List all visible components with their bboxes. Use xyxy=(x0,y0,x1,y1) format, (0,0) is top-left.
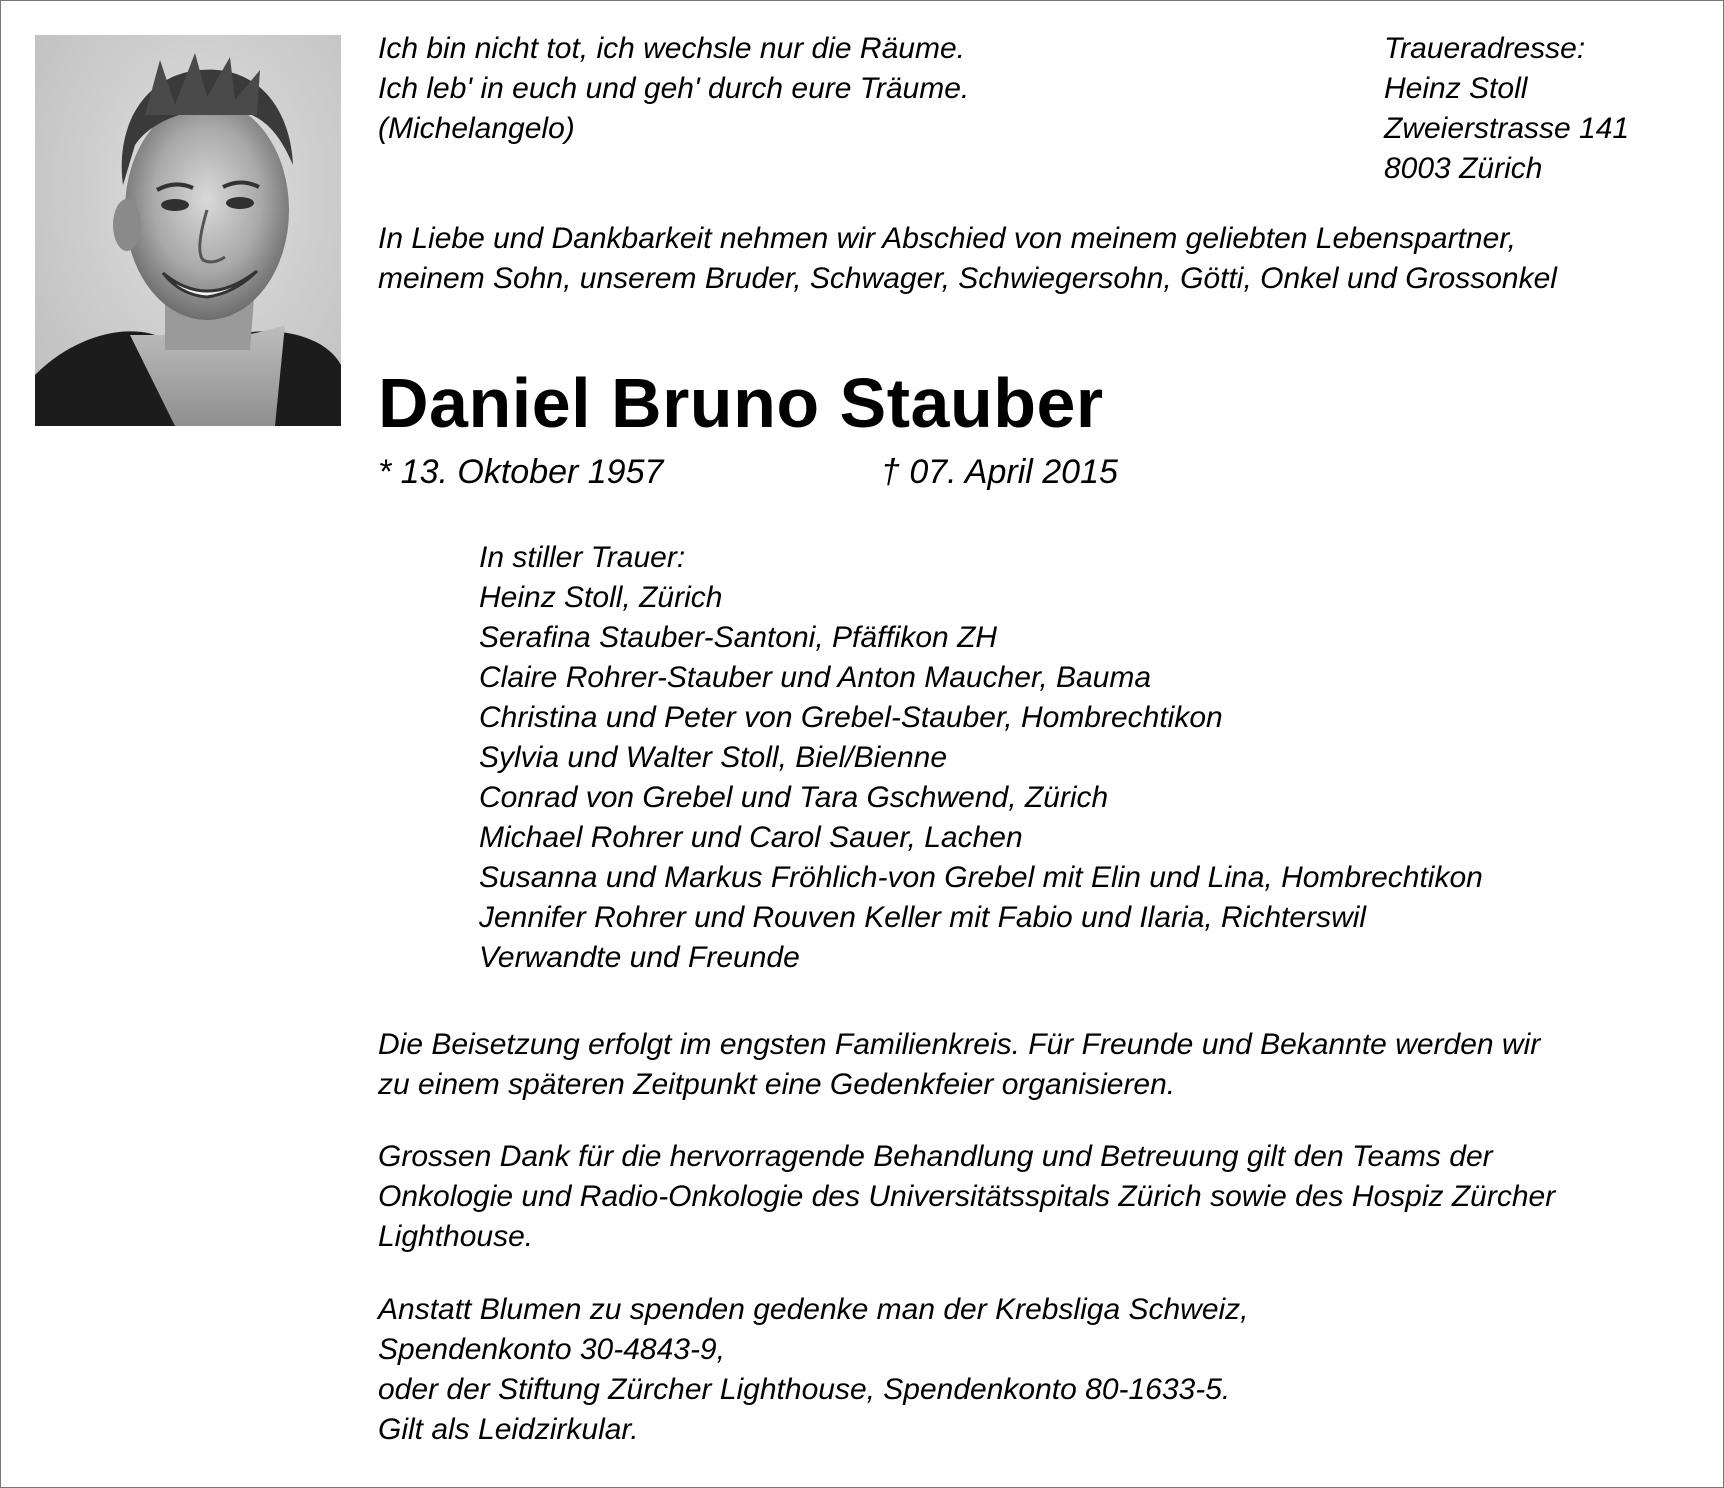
intro-text xyxy=(378,219,1708,299)
death-date: † 07. April 2015 xyxy=(881,453,1118,491)
donation-line: oder der Stiftung Zürcher Lighthouse, Spendenkonto 80-1633-5. xyxy=(378,1373,1231,1406)
address-line: Zweierstrasse 141 xyxy=(1384,112,1630,145)
funeral-line: zu einem späteren Zeitpunkt eine Gedenkfeier organisieren. xyxy=(378,1068,1176,1101)
deceased-name: Daniel Bruno Stauber xyxy=(378,364,1104,442)
address-heading: Traueradresse: xyxy=(1384,32,1586,65)
thanks-line: Onkologie und Radio-Onkologie des Universitätsspitals Zürich sowie des Hospiz Zürcher xyxy=(378,1180,1556,1213)
mourner-entry: Christina und Peter von Grebel-Stauber, Hombrechtikon xyxy=(479,701,1223,734)
mourner-entry: Verwandte und Freunde xyxy=(479,941,800,974)
mourner-entry: Claire Rohrer-Stauber und Anton Maucher, Bauma xyxy=(479,661,1152,694)
mourner-entry: Jennifer Rohrer und Rouven Keller mit Fabio und Ilaria, Richterswil xyxy=(479,901,1367,934)
mourner-entry: Serafina Stauber-Santoni, Pfäffikon ZH xyxy=(479,621,998,654)
mourner-entry: Michael Rohrer und Carol Sauer, Lachen xyxy=(479,821,1023,854)
mourner-entry: Heinz Stoll, Zürich xyxy=(479,581,723,614)
thanks-notice xyxy=(378,1137,1708,1257)
mourner-entry: Conrad von Grebel und Tara Gschwend, Zürich xyxy=(479,781,1109,814)
donation-line: Anstatt Blumen zu spenden gedenke man der Krebsliga Schweiz, xyxy=(378,1293,1249,1326)
quote-line: Ich leb' in euch und geh' durch eure Träume. xyxy=(378,72,970,105)
donation-line: Spendenkonto 30-4843-9, xyxy=(378,1333,725,1366)
donation-notice xyxy=(378,1290,1708,1450)
life-dates xyxy=(378,451,1278,493)
quote-line: Ich bin nicht tot, ich wechsle nur die Räume. xyxy=(378,32,965,65)
address-line: 8003 Zürich xyxy=(1384,152,1543,185)
mourners-heading: In stiller Trauer: xyxy=(479,541,686,574)
mourner-entry: Susanna und Markus Fröhlich-von Grebel mit Elin und Lina, Hombrechtikon xyxy=(479,861,1483,894)
address-line: Heinz Stoll xyxy=(1384,72,1528,105)
quote xyxy=(378,29,969,149)
mourners-list xyxy=(479,538,1483,978)
thanks-line: Grossen Dank für die hervorragende Behandlung und Betreuung gilt den Teams der xyxy=(378,1140,1493,1173)
birth-date: * 13. Oktober 1957 xyxy=(378,453,664,491)
donation-line: Gilt als Leidzirkular. xyxy=(378,1413,639,1446)
funeral-notice xyxy=(378,1025,1708,1105)
intro-line: meinem Sohn, unserem Bruder, Schwager, Schwiegersohn, Götti, Onkel und Grossonkel xyxy=(378,262,1557,295)
portrait-photo xyxy=(35,35,341,426)
mourning-address xyxy=(1384,29,1629,189)
quote-attribution: (Michelangelo) xyxy=(378,112,575,145)
mourner-entry: Sylvia und Walter Stoll, Biel/Bienne xyxy=(479,741,948,774)
funeral-line: Die Beisetzung erfolgt im engsten Familienkreis. Für Freunde und Bekannte werden wir xyxy=(378,1028,1541,1061)
thanks-line: Lighthouse. xyxy=(378,1220,534,1253)
portrait-illustration xyxy=(35,35,341,426)
intro-line: In Liebe und Dankbarkeit nehmen wir Abschied von meinem geliebten Lebenspartner, xyxy=(378,222,1516,255)
